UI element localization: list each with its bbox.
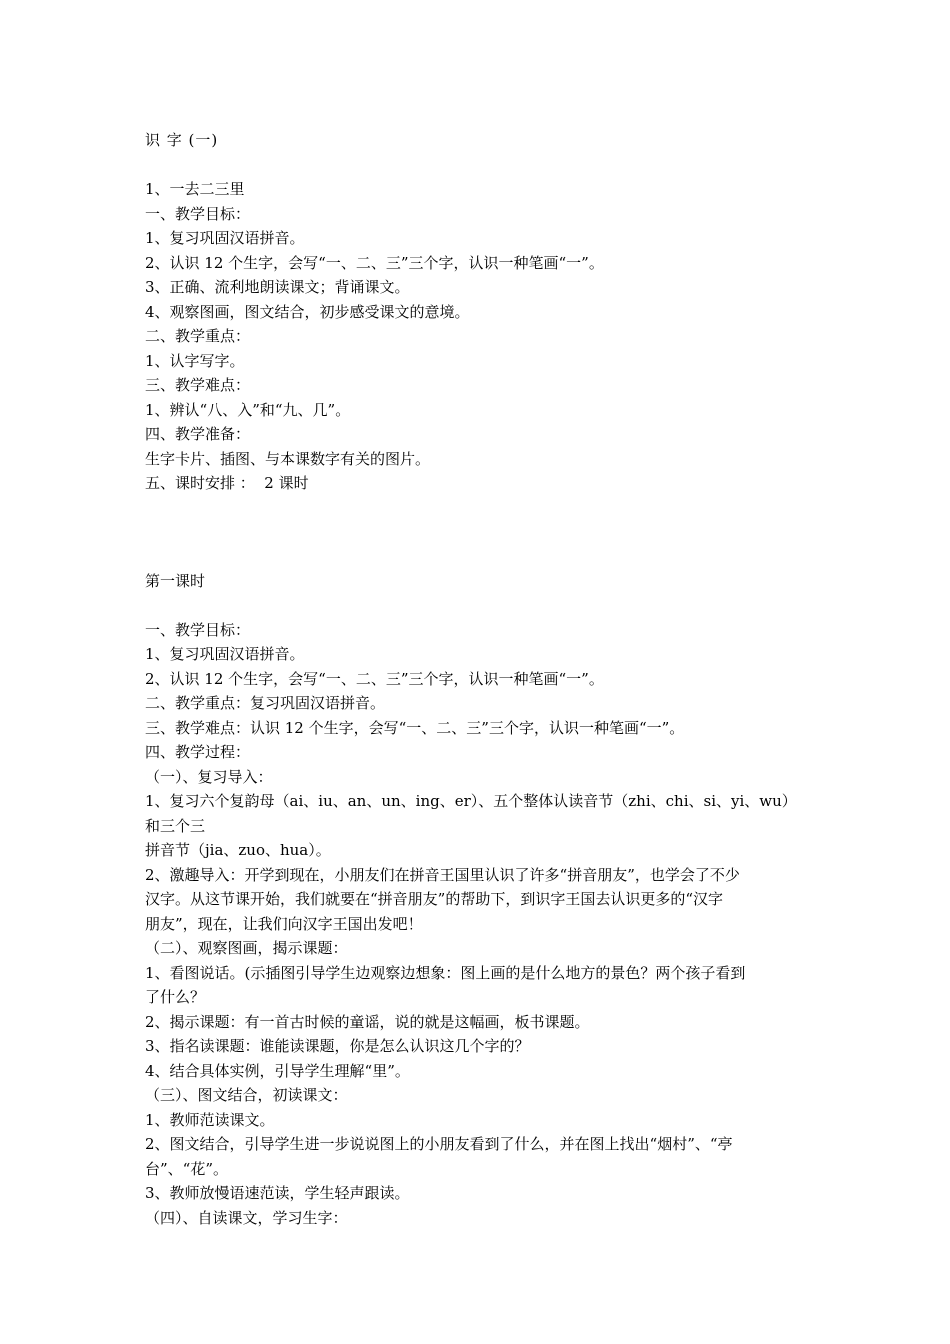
text-line: 四、教学过程： [145, 743, 251, 761]
text-line: （一）、复习导入： [145, 767, 273, 786]
text-line: 2、激趣导入：开学到现在，小朋友们在拼音王国里认识了许多“拼音朋友”，也学会了不少 [145, 865, 740, 884]
text-line: 一、教学目标： [145, 620, 251, 639]
text-line: 3、教师放慢语速范读，学生轻声跟读。 [145, 1184, 410, 1202]
text-line: 1、辨认“八、入”和“九、几”。 [145, 400, 351, 419]
text-line: 五、课时安排 ： 2 课时 [145, 474, 309, 492]
text-line: 2、认识 12 个生字，会写“一、二、三”三个字，认识一种笔画“一”。 [145, 669, 604, 688]
text-line: 1、一去二三里 [145, 180, 245, 198]
lesson-heading: 第一课时 [145, 571, 206, 590]
text-line: 了什么？ [145, 988, 206, 1006]
text-line: 1、教师范读课文。 [145, 1110, 275, 1129]
text-line: 1、复习巩固汉语拼音。 [145, 645, 305, 663]
spacer [145, 593, 810, 618]
text-line: 1、看图说话。(示插图引导学生边观察边想象：图上画的是什么地方的景色？两个孩子看到 [145, 963, 746, 982]
text-line: 拼音节（jia、zuo、hua）。 [145, 841, 331, 859]
text-line: 4、结合具体实例，引导学生理解“里”。 [145, 1061, 410, 1080]
text-line: 2、揭示课题：有一首古时候的童谣，说的就是这幅画，板书课题。 [145, 1012, 590, 1031]
text-line: 三、教学难点： [145, 376, 251, 394]
text-line: 2、图文结合，引导学生进一步说说图上的小朋友看到了什么，并在图上找出“烟村”、“亭 [145, 1135, 733, 1153]
text-line: 二、教学重点：复习巩固汉语拼音。 [145, 694, 386, 712]
text-line: 台”、“花”。 [145, 1159, 229, 1178]
document-title: 识 字 (一) [145, 131, 219, 149]
spacer [145, 496, 810, 569]
text-line: 1、复习巩固汉语拼音。 [145, 229, 305, 247]
text-line: 1、认字写字。 [145, 351, 245, 370]
text-line: 4、观察图画，图文结合，初步感受课文的意境。 [145, 302, 470, 321]
spacer [145, 153, 810, 178]
text-line: （四）、自读课文，学习生字： [145, 1208, 348, 1227]
text-line: 一、教学目标： [145, 204, 251, 223]
text-line: 汉字。从这节课开始，我们就要在“拼音朋友”的帮助下，到识字王国去认识更多的“汉字 [145, 890, 724, 908]
document-body [145, 128, 810, 1230]
text-line: 3、指名读课题：谁能读课题，你是怎么认识这几个字的？ [145, 1037, 530, 1055]
text-line: 二、教学重点： [145, 327, 251, 345]
section-lesson-overview [145, 177, 810, 496]
text-line: 2、认识 12 个生字，会写“一、二、三”三个字，认识一种笔画“一”。 [145, 253, 604, 272]
text-line: 三、教学难点：认识 12 个生字，会写“一、二、三”三个字，认识一种笔画“一”。 [145, 718, 685, 737]
text-line: 1、复习六个复韵母（ai、iu、an、un、ing、er）、五个整体认读音节（zhi、chi、si、yi、wu）和三个三 [145, 792, 797, 835]
text-line: 3、正确、流利地朗读课文；背诵课文。 [145, 278, 410, 296]
text-line: （三）、图文结合，初读课文： [145, 1086, 348, 1104]
section-first-lesson [145, 618, 810, 1231]
text-line: 生字卡片、插图、与本课数字有关的图片。 [145, 449, 431, 468]
text-line: （二）、观察图画，揭示课题： [145, 939, 348, 957]
text-line: 朋友”，现在，让我们向汉字王国出发吧！ [145, 914, 423, 933]
text-line: 四、教学准备： [145, 425, 251, 443]
